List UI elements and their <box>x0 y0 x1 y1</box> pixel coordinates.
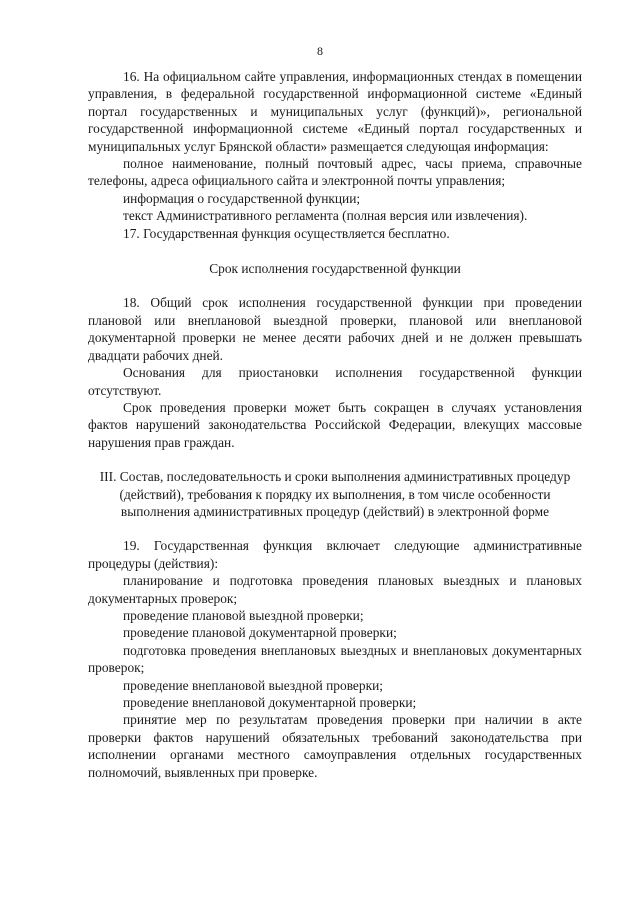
list-item: текст Административного регламента (полная версия или извлечения). <box>123 208 528 224</box>
list-item: проведение плановой документарной проверки; <box>123 625 397 641</box>
document-body <box>88 68 582 781</box>
list-item: подготовка проведения внеплановых выездных и внеплановых документарных проверок; <box>88 642 582 676</box>
list-item: проведение внеплановой документарной проверки; <box>123 695 417 710</box>
paragraph-reduction: Срок проведения проверки может быть сокращен в случаях установления фактов нарушений законодательства Российской Федерации, влекущих массовые нарушения прав граждан. <box>88 399 582 450</box>
section-heading-term: Срок исполнения государственной функции <box>209 261 461 277</box>
list-item: планирование и подготовка проведения плановых выездных и плановых документарных проверок; <box>88 573 582 606</box>
paragraph-suspension: Основания для приостановки исполнения государственной функции отсутствуют. <box>88 365 582 398</box>
list-item: принятие мер по результатам проведения проверки при наличии в акте проверки фактов нарушений обязательных требований законодательства при исполнении органами местного самоуправления отдельных государственных полномочий, выявленных при проверке. <box>88 712 582 780</box>
list-item: полное наименование, полный почтовый адрес, часы приема, справочные телефоны, адреса официального сайта и электронной почты управления; <box>88 156 582 189</box>
paragraph-17: 17. Государственная функция осуществляется бесплатно. <box>123 225 450 241</box>
page-number: 8 <box>317 44 323 58</box>
paragraph-18: 18. Общий срок исполнения государственной функции при проведении плановой или внеплановой выездной проверки, плановой или внеплановой документарной проверки не менее десяти рабочих дней и не должен превышать двадцати рабочих дней. <box>88 295 582 363</box>
paragraph-16: 16. На официальном сайте управления, информационных стендах в помещении управления, в федеральной государственной информационной системе «Единый портал государственных и муниципальных услуг (функций)», региональной государственной информационной системе «Единый портал государственных и муниципальных услуг Брянской области» размещается следующая информация: <box>88 69 582 154</box>
section-heading-iii: III. Состав, последовательность и сроки выполнения административных процедур (действий), требования к порядку их выполнения, в том числе особенности выполнения административных процедур (действий) в электронной форме <box>99 469 571 519</box>
paragraph-19: 19. Государственная функция включает следующие административные процедуры (действия): <box>88 538 582 571</box>
list-item: информация о государственной функции; <box>123 190 361 206</box>
list-item: проведение плановой выездной проверки; <box>123 607 364 623</box>
list-item: проведение внеплановой выездной проверки; <box>123 677 383 693</box>
